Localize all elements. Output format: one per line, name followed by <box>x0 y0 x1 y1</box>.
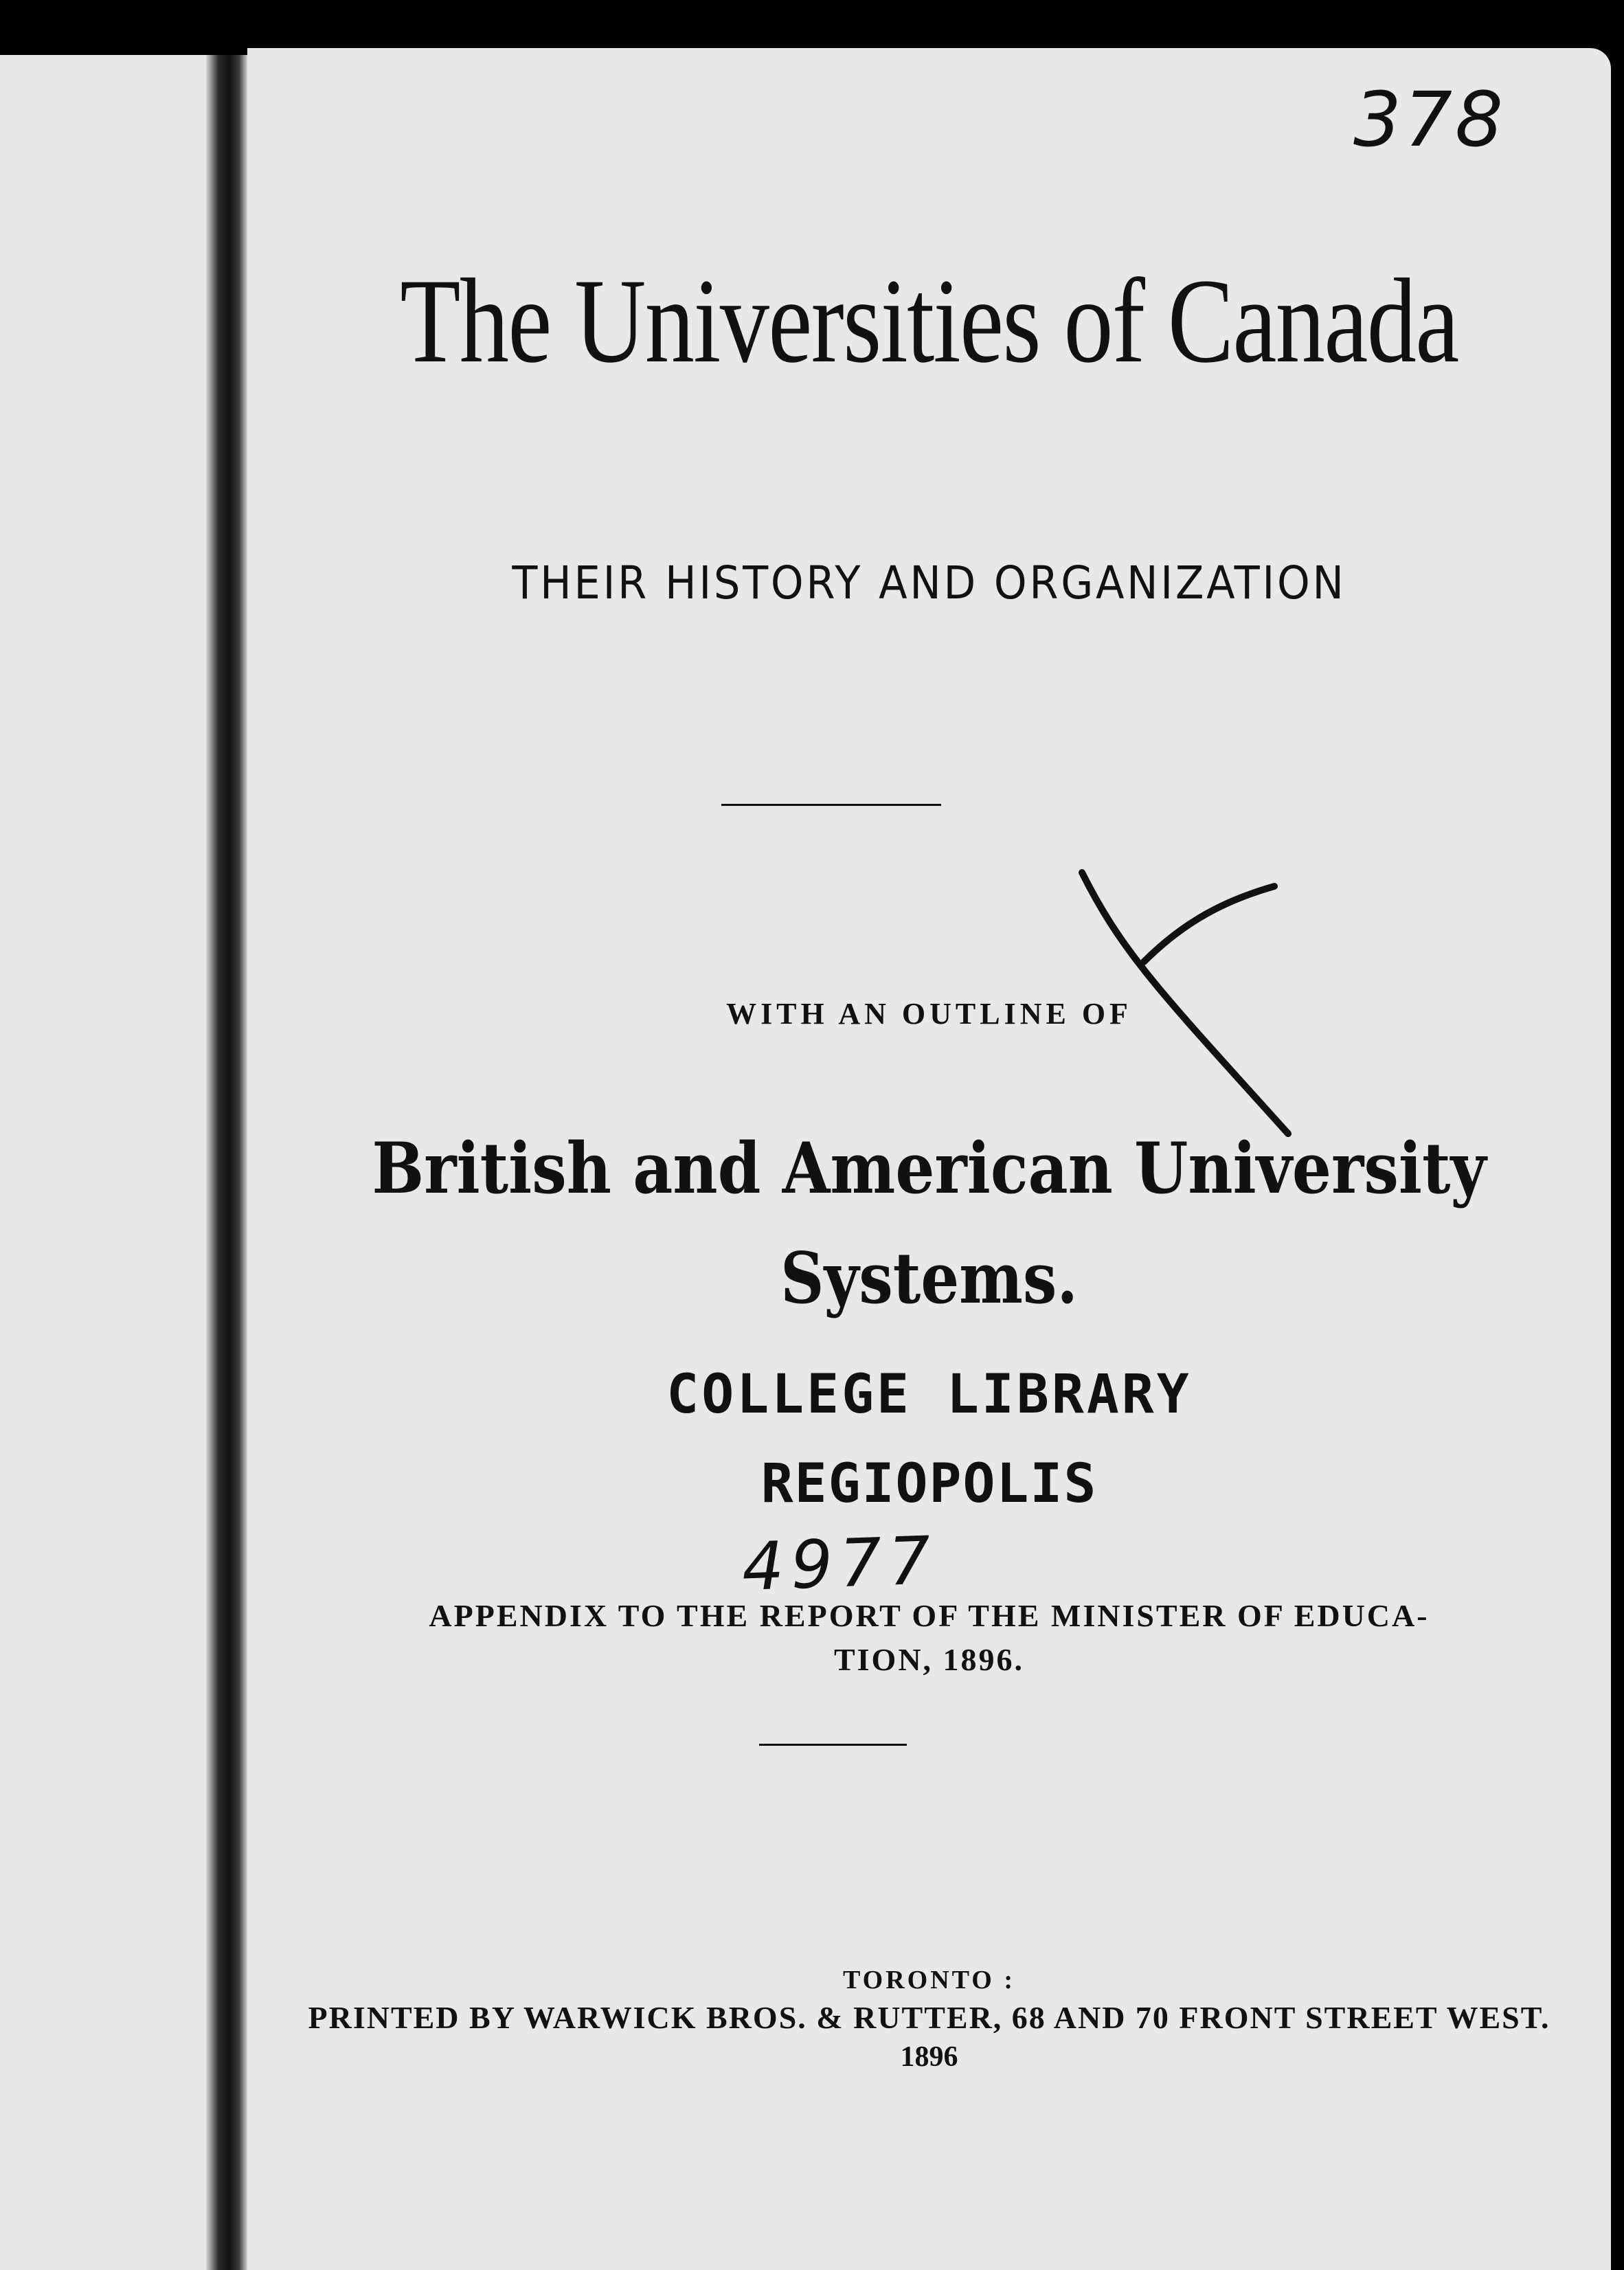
handwritten-accession-number: 4977 <box>741 1522 939 1606</box>
imprint-printer: PRINTED BY WARWICK BROS. & RUTTER, 68 AND 70 FRONT STREET WEST. <box>308 2000 1550 2035</box>
page-title: The Universities of Canada <box>400 254 1458 388</box>
left-page-edge <box>0 55 227 2270</box>
systems-heading-line-1: British and American University <box>372 1127 1487 1210</box>
page-subtitle: THEIR HISTORY AND ORGANIZATION <box>512 557 1346 609</box>
divider-rule <box>721 804 941 806</box>
library-stamp-line-1: COLLEGE LIBRARY <box>666 1364 1192 1426</box>
appendix-note <box>247 1594 1611 1683</box>
imprint-place: TORONTO : <box>842 1966 1016 1994</box>
divider-rule <box>759 1744 907 1746</box>
handwritten-check-mark <box>1068 859 1295 1147</box>
handwritten-catalog-number: 378 <box>1353 76 1506 164</box>
systems-heading-line-2: Systems. <box>780 1237 1078 1320</box>
outline-intro: WITH AN OUTLINE OF <box>726 997 1132 1031</box>
appendix-line-2: TION, 1896. <box>833 1642 1025 1678</box>
library-stamp-line-2: REGIOPOLIS <box>760 1453 1098 1515</box>
title-page <box>247 48 1611 2270</box>
imprint-year: 1896 <box>900 2041 958 2073</box>
book-spine <box>206 55 247 2270</box>
appendix-line-1: APPENDIX TO THE REPORT OF THE MINISTER OF EDUCA- <box>429 1598 1430 1633</box>
